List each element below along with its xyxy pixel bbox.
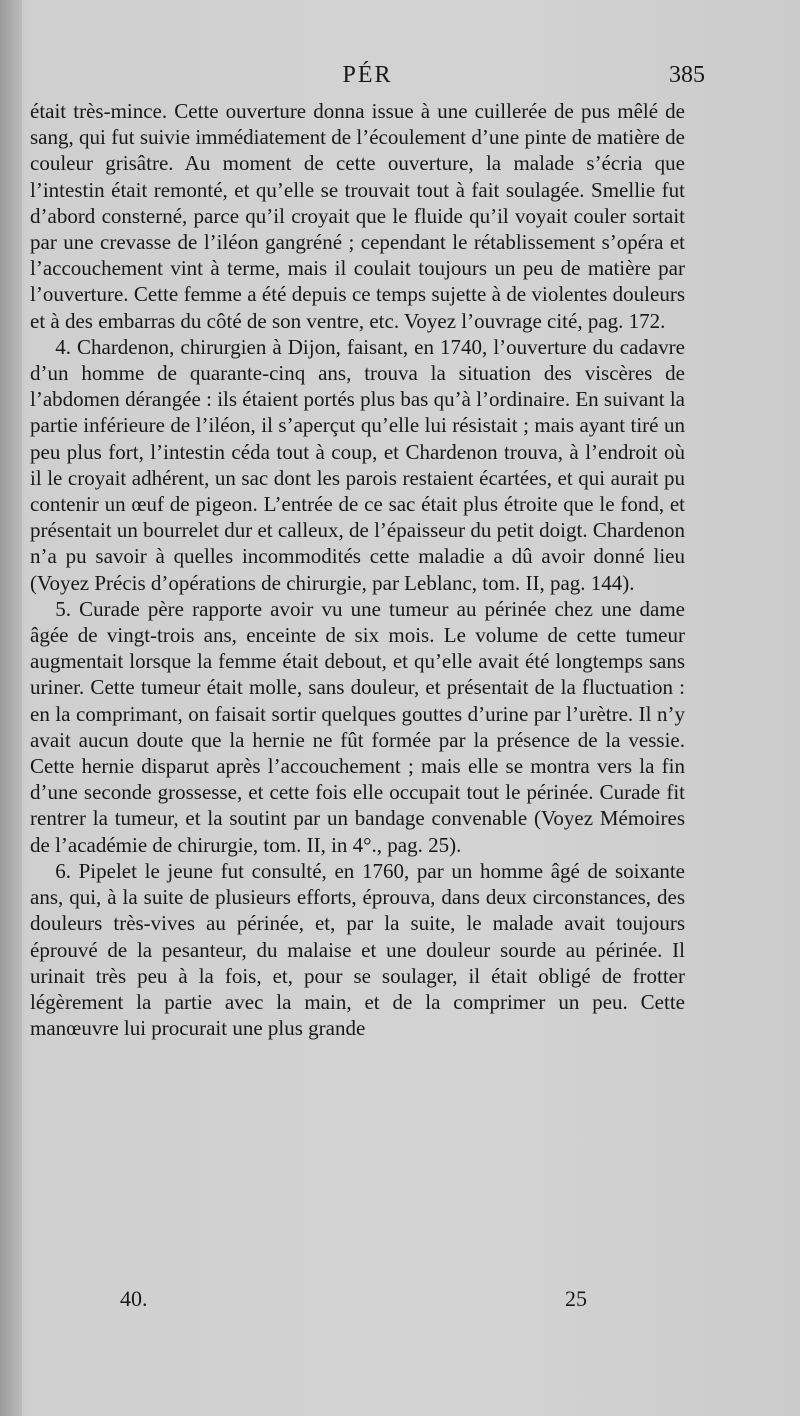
paragraph-case-5: 5. Curade père rapporte avoir vu une tumeur au périnée chez une dame âgée de vingt-trois ans, enceinte de six mois. Le volume de cette tumeur augmentait lorsque la femme était debout, et qu’elle avait été longtemps sans uriner. Cette tumeur était molle, sans douleur, et présentait de la fluctuation : en la comprimant, on faisait sortir quelques gouttes d’urine par l’urètre. Il n’y avait aucun doute que la hernie ne fût formée par la présence de la vessie. Cette hernie disparut après l’accouchement ; mais elle se montra vers la fin d’une seconde grossesse, et cette fois elle occupait tout le périnée. Curade fit rentrer la tumeur, et la soutint par un bandage convenable (Voyez Mémoires de l’académie de chirurgie, tom. II, in 4°., pag. 25).: [30, 596, 685, 857]
page-number: 385: [669, 62, 705, 88]
paragraph-case-4: 4. Chardenon, chirurgien à Dijon, faisant, en 1740, l’ouverture du cadavre d’un homme de quarante-cinq ans, trouva la situation des viscères de l’abdomen dérangée : ils étaient portés plus bas qu’à l’ordinaire. En suivant la partie inférieure de l’iléon, il s’aperçut qu’elle lui résistait ; mais ayant tiré un peu plus fort, l’intestin céda tout à coup, et Chardenon trouva, à l’endroit où il le croyait adhérent, un sac dont les parois restaient écartées, et qui aurait pu contenir un œuf de pigeon. L’entrée de ce sac était plus étroite que le fond, et présentait un bourrelet dur et calleux, de l’épaisseur du petit doigt. Chardenon n’a pu savoir à quelles incommodités cette maladie a dû avoir donné lieu (Voyez Précis d’opérations de chirurgie, par Leblanc, tom. II, pag. 144).: [30, 334, 685, 595]
signature-mark-left: 40.: [120, 1286, 148, 1311]
running-head: PÉR: [342, 62, 393, 88]
signature-mark-right: 25: [565, 1286, 587, 1311]
page-header: [30, 62, 705, 92]
page-gutter-shadow: [0, 0, 22, 1416]
page-footer: [30, 1286, 685, 1316]
paragraph-case-6: 6. Pipelet le jeune fut consulté, en 1760, par un homme âgé de soixante ans, qui, à la suite de plusieurs efforts, éprouva, dans deux circonstances, des douleurs très-vives au périnée, et, par la suite, le malade avait toujours éprouvé de la pesanteur, du malaise et une douleur sourde au périnée. Il urinait très peu à la fois, et, pour se soulager, il était obligé de frotter légèrement la partie avec la main, et de la comprimer un peu. Cette manœuvre lui procurait une plus grande: [30, 858, 685, 1041]
body-text: [30, 98, 685, 1041]
paragraph-continued: était très-mince. Cette ouverture donna issue à une cuillerée de pus mêlé de sang, qui fut suivie immédiatement de l’écoulement d’une pinte de matière de couleur grisâtre. Au moment de cette ouverture, la malade s’écria que l’intestin était remonté, et qu’elle se trouvait tout à fait soulagée. Smellie fut d’abord consterné, parce qu’il croyait que le fluide qu’il voyait couler sortait par une crevasse de l’iléon gangréné ; cependant le rétablissement s’opéra et l’accouchement vint à terme, mais il coulait toujours un peu de matière par l’ouverture. Cette femme a été depuis ce temps sujette à de violentes douleurs et à des embarras du côté de son ventre, etc. Voyez l’ouvrage cité, pag. 172.: [30, 99, 685, 333]
